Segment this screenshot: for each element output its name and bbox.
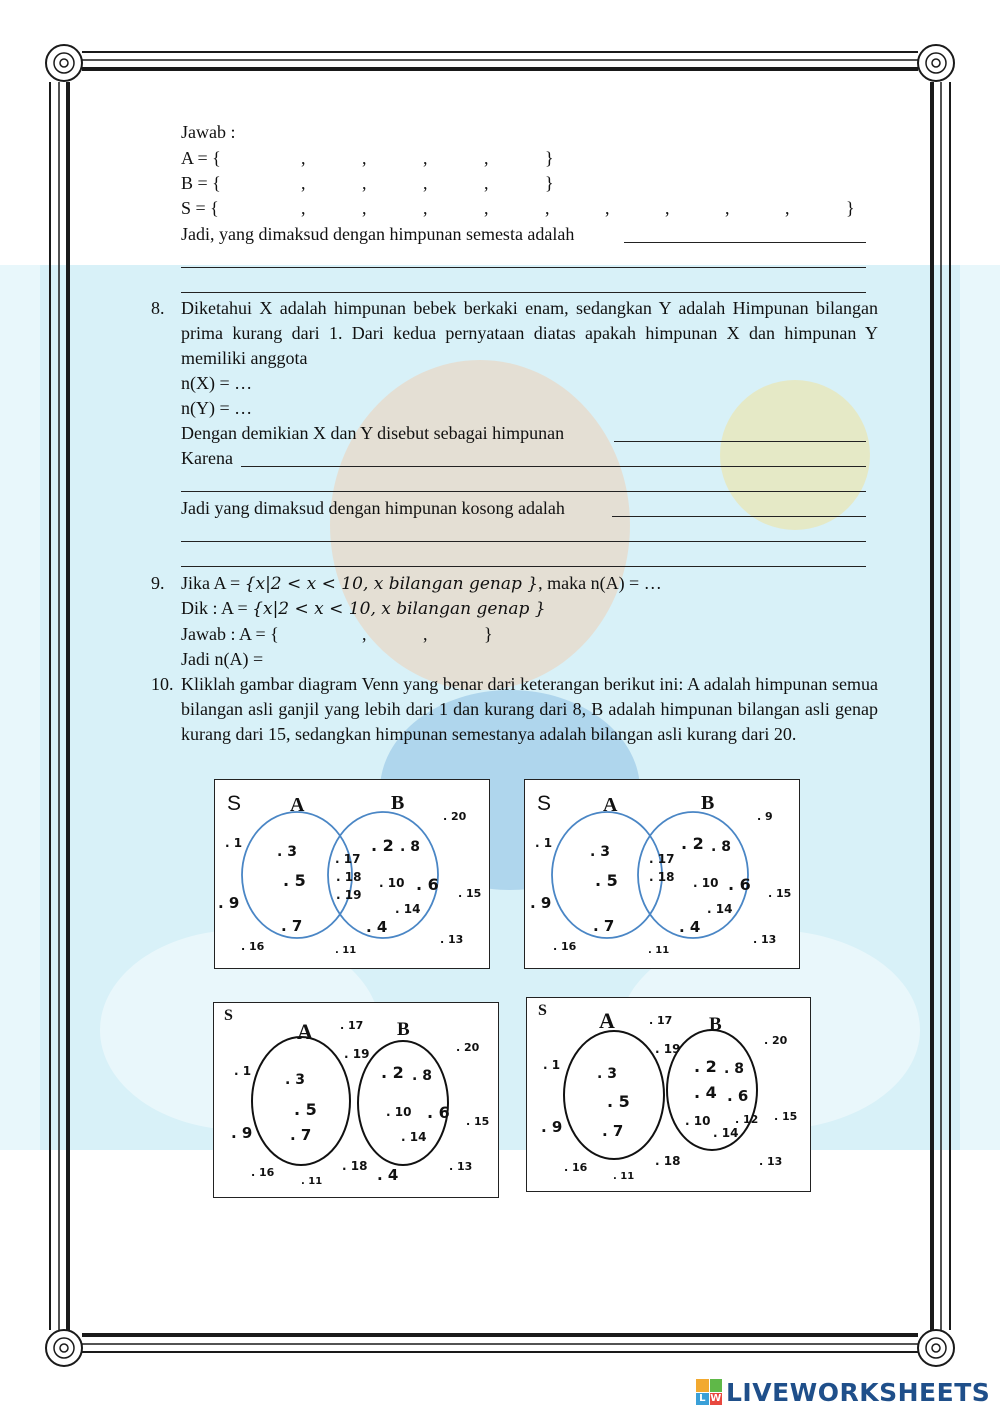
element: . 6 (728, 875, 751, 894)
q9-conclusion: Jadi n(A) = (181, 649, 264, 669)
element: . 15 (774, 1110, 798, 1123)
q8-number: 8. (151, 298, 165, 318)
universal-set-label: S (537, 792, 552, 815)
universal-set-label: S (538, 1002, 547, 1019)
element: . 4 (366, 918, 388, 936)
element: . 2 (371, 836, 394, 855)
element: . 13 (753, 933, 777, 946)
element: . 7 (281, 917, 303, 935)
q8-answer-blank[interactable] (614, 441, 866, 442)
element: . 7 (290, 1126, 312, 1144)
brand-name: LIVEWORKSHEETS (726, 1377, 991, 1407)
element: . 18 (336, 870, 362, 884)
element: . 10 (685, 1114, 711, 1128)
q7-conclusion: Jadi, yang dimaksud dengan himpunan semesta adalah (181, 224, 575, 244)
q7-jawab: Jawab : (181, 122, 236, 142)
set-a-label: A (599, 1008, 615, 1033)
q10-text: Kliklah gambar diagram Venn yang benar dari keterangan berikut ini: A adalah himpunan semua bilangan asli ganjil yang lebih dari 1 dan kurang dari 8, B adalah himpunan bilangan asli genap kurang dari 15, sedangkan himpunan semestanya adalah bilangan asli kurang dari 20. (181, 674, 878, 744)
element: . 7 (593, 917, 615, 935)
element: . 9 (530, 894, 552, 912)
set-b-label: B (397, 1019, 410, 1040)
element: . 19 (344, 1047, 370, 1061)
element: . 5 (294, 1100, 317, 1119)
element: . 11 (335, 945, 357, 956)
element: . 14 (401, 1130, 427, 1144)
element: . 11 (301, 1176, 323, 1187)
element: . 9 (757, 810, 773, 823)
element: . 19 (655, 1042, 681, 1056)
q9-number: 9. (151, 573, 165, 593)
element: . 2 (381, 1063, 404, 1082)
element: . 3 (590, 844, 610, 860)
q8-answer-blank[interactable] (181, 541, 866, 542)
element: . 9 (231, 1124, 253, 1142)
q8-answer-blank[interactable] (241, 466, 866, 467)
element: . 18 (342, 1159, 368, 1173)
element: . 20 (443, 810, 467, 823)
venn-option-2[interactable] (524, 779, 800, 969)
element: . 2 (694, 1057, 717, 1076)
set-a-label: A (290, 794, 305, 816)
element: . 6 (416, 875, 439, 894)
q10-number: 10. (151, 674, 174, 694)
q7-answer-blank[interactable] (624, 242, 866, 243)
universal-set-label: S (227, 792, 242, 815)
element: . 17 (340, 1019, 364, 1032)
universal-set-label: S (224, 1007, 233, 1024)
element: . 16 (553, 940, 577, 953)
element: . 3 (597, 1066, 617, 1082)
element: . 8 (724, 1061, 744, 1077)
set-a-label: A (603, 794, 618, 816)
set-a-label: A (297, 1019, 313, 1044)
element: . 15 (458, 887, 482, 900)
q8-answer-blank[interactable] (612, 516, 866, 517)
element: . 17 (649, 852, 675, 866)
liveworksheets-icon: L W (696, 1379, 722, 1405)
element: . 14 (395, 902, 421, 916)
element: . 13 (440, 933, 464, 946)
q8-dengan-demikian: Dengan demikian X dan Y disebut sebagai himpunan (181, 423, 565, 443)
element: . 5 (607, 1092, 630, 1111)
element: . 20 (456, 1041, 480, 1054)
q8-conclusion: Jadi yang dimaksud dengan himpunan kosong adalah (181, 498, 565, 518)
q8-ny: n(Y) = … (181, 398, 253, 418)
element: . 10 (386, 1105, 412, 1119)
element: . 5 (283, 871, 306, 890)
venn-option-1[interactable] (214, 779, 490, 969)
element: . 8 (412, 1068, 432, 1084)
element: . 20 (764, 1034, 788, 1047)
set-b-label: B (701, 792, 715, 814)
element: . 4 (694, 1083, 717, 1102)
element: . 14 (713, 1126, 739, 1140)
q8-answer-blank[interactable] (181, 491, 866, 492)
element: . 1 (535, 836, 553, 850)
element: . 1 (543, 1058, 561, 1072)
element: . 12 (735, 1113, 759, 1126)
q9-diketahui: Dik : A = {x|2 < x < 10, x bilangan genap } (181, 598, 546, 619)
element: . 11 (613, 1171, 635, 1182)
element: . 6 (427, 1103, 450, 1122)
element: . 2 (681, 834, 704, 853)
element: . 9 (218, 894, 240, 912)
element: . 13 (759, 1155, 783, 1168)
venn-option-3[interactable] (213, 1002, 499, 1198)
element: . 13 (449, 1160, 473, 1173)
element: . 4 (679, 918, 701, 936)
liveworksheets-logo[interactable] (696, 1377, 990, 1407)
q9-question: Jika A = {x|2 < x < 10, x bilangan genap }, maka n(A) = … (181, 573, 662, 594)
element: . 18 (649, 870, 675, 884)
q7-answer-blank[interactable] (181, 267, 866, 268)
element: . 4 (377, 1166, 399, 1184)
element: . 11 (648, 945, 670, 956)
element: . 18 (655, 1154, 681, 1168)
element: . 19 (336, 888, 362, 902)
q7-answer-blank[interactable] (181, 292, 866, 293)
element: . 15 (466, 1115, 490, 1128)
element: . 9 (541, 1118, 563, 1136)
set-b-label: B (391, 792, 405, 814)
element: . 16 (564, 1161, 588, 1174)
element: . 14 (707, 902, 733, 916)
element: . 7 (602, 1122, 624, 1140)
element: . 16 (251, 1166, 275, 1179)
element: . 17 (649, 1014, 673, 1027)
element: . 10 (379, 876, 405, 890)
element: . 3 (285, 1072, 305, 1088)
element: . 8 (711, 839, 731, 855)
set-b-label: B (709, 1014, 722, 1035)
element: . 16 (241, 940, 265, 953)
element: . 10 (693, 876, 719, 890)
q8-text: Diketahui X adalah himpunan bebek berkaki enam, sedangkan Y adalah Himpunan bilangan prima kurang dari 1. Dari kedua pernyataan diatas apakah himpunan X dan himpunan Y memiliki anggota (181, 298, 878, 368)
q8-answer-blank[interactable] (181, 566, 866, 567)
q8-karena: Karena (181, 448, 233, 468)
element: . 8 (400, 839, 420, 855)
venn-option-4[interactable] (526, 997, 811, 1192)
element: . 15 (768, 887, 792, 900)
element: . 1 (234, 1064, 252, 1078)
element: . 5 (595, 871, 618, 890)
element: . 17 (335, 852, 361, 866)
q8-nx: n(X) = … (181, 373, 253, 393)
element: . 3 (277, 844, 297, 860)
element: . 1 (225, 836, 243, 850)
element: . 6 (727, 1087, 749, 1105)
